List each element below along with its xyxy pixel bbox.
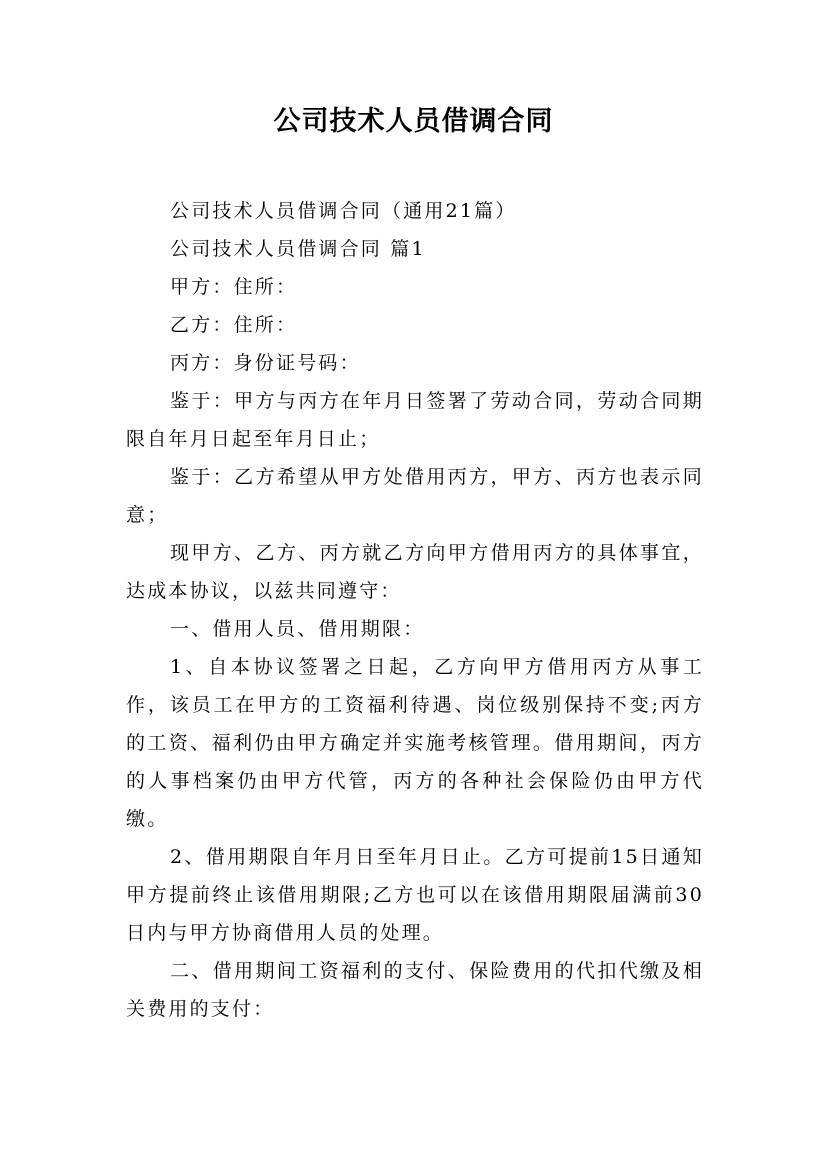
paragraph-party-c: 丙方：身份证号码： [170, 352, 361, 374]
paragraph-section-heading: 公司技术人员借调合同 篇1 [170, 238, 426, 260]
paragraph-party-b: 乙方：住所： [170, 314, 298, 336]
paragraph-whereas-2: 鉴于：乙方希望从甲方处借用丙方，甲方、丙方也表示同意； [126, 466, 704, 526]
paragraph-agreement: 现甲方、乙方、丙方就乙方向甲方借用丙方的具体事宜，达成本协议，以兹共同遵守： [126, 542, 704, 602]
document-body [126, 192, 704, 1028]
paragraph-party-a: 甲方：住所： [170, 276, 298, 298]
paragraph-clause-1-heading: 一、借用人员、借用期限： [170, 618, 425, 640]
paragraph-clause-2-heading: 二、借用期间工资福利的支付、保险费用的代扣代缴及相关费用的支付： [126, 960, 704, 1020]
paragraph-subtitle: 公司技术人员借调合同（通用21篇） [170, 200, 517, 222]
document-title: 公司技术人员借调合同 [273, 106, 554, 137]
paragraph-whereas-1: 鉴于：甲方与丙方在年月日签署了劳动合同，劳动合同期限自年月日起至年月日止； [126, 390, 704, 450]
paragraph-clause-1-1: 1、自本协议签署之日起，乙方向甲方借用丙方从事工作，该员工在甲方的工资福利待遇、岗位级别保持不变;丙方的工资、福利仍由甲方确定并实施考核管理。借用期间，丙方的人事档案仍由甲方代管，丙方的各种社会保险仍由甲方代缴。 [126, 656, 704, 830]
paragraph-clause-1-2: 2、借用期限自年月日至年月日止。乙方可提前15日通知甲方提前终止该借用期限;乙方也可以在该借用期限届满前30日内与甲方协商借用人员的处理。 [126, 846, 704, 944]
